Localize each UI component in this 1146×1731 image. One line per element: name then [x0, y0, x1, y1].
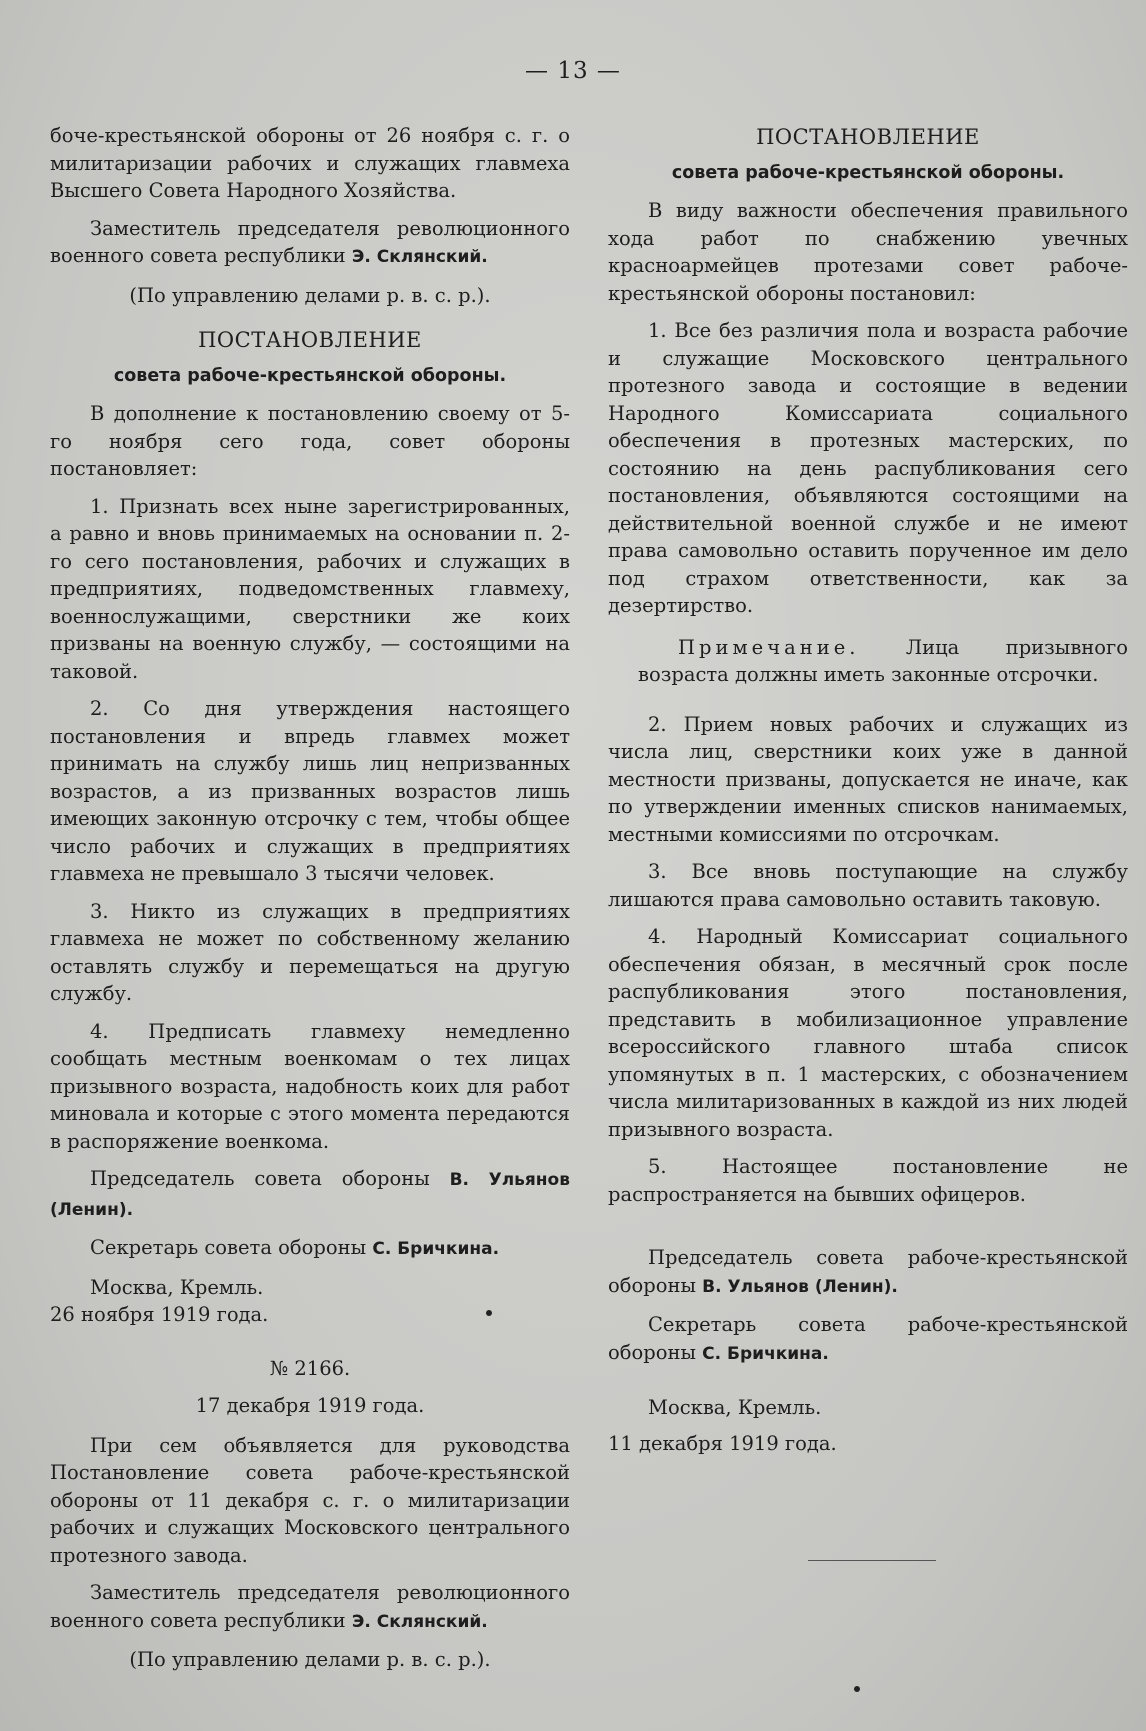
- paragraph: 4. Предписать главмеху немедленно сообщать местным военкомам о тех лицах призывного возраста, надобность коих для работ миновала и которые с этого момента передаются в распоряжение военкома.: [50, 1019, 570, 1153]
- signature-line: [50, 1234, 570, 1264]
- signature-name: В. Ульянов (Ленин).: [50, 1170, 570, 1220]
- office-note: (По управлению делами р. в. с. р.).: [129, 1648, 491, 1671]
- signature-name: Э. Склянский.: [351, 247, 488, 267]
- signature-line: [50, 1165, 570, 1224]
- order-number: № 2166.: [269, 1356, 351, 1380]
- order-date: 17 декабря 1919 года.: [195, 1394, 425, 1417]
- note-label: Примечание.: [678, 635, 860, 659]
- signature-name: С. Бричкина.: [372, 1239, 500, 1259]
- paragraph: 2. Прием новых рабочих и служащих из числа лиц, сверстники коих уже в данной местности призваны, допускается не иначе, как по утверждении именных списков нанимаемых, местными комиссиями по отсрочкам.: [608, 712, 1128, 846]
- right-column: [608, 124, 1128, 1467]
- decree-subtitle: совета рабоче-крестьянской обороны.: [671, 162, 1065, 183]
- signature-name: Э. Склянский.: [351, 1611, 488, 1632]
- signature-line: [608, 1311, 1128, 1368]
- paragraph: 1. Все без различия пола и возраста рабочие и служащие Московского центрального протезного завода и состоящие в ведении Народного Комиссариата социального обеспечения в протезных мастерских, по состоянию на день распубликования сего постановления, объявляются состоящими на действительной военной службе и не имеют права самовольно оставить порученное им дело под страхом ответственности, как за дезертирство.: [608, 319, 1128, 617]
- signature-name: С. Бричкина.: [702, 1343, 829, 1364]
- page-number: — 13 —: [525, 58, 621, 84]
- note: [608, 634, 1128, 689]
- note-text: Лица призывного возраста должны иметь законные отсрочки.: [638, 635, 1128, 686]
- paragraph: 3. Никто из служащих в предприятиях главмеха не может по собственному желанию оставлять службу и перемещаться на другую службу.: [50, 899, 570, 1005]
- paragraph: 3. Все вновь поступающие на службу лишаются права самовольно оставить таковую.: [608, 860, 1128, 911]
- ink-speck: [486, 1310, 492, 1316]
- signature-line: [50, 215, 570, 272]
- paragraph: В виду важности обеспечения правильного хода работ по снабжению увечных красноармейцев протезами совет рабоче-крестьянской обороны постановил:: [608, 199, 1128, 305]
- date: 11 декабря 1919 года.: [608, 1431, 837, 1455]
- signature-name: В. Ульянов (Ленин).: [702, 1276, 898, 1297]
- place: Москва, Кремль.: [90, 1275, 264, 1299]
- signature-title: Секретарь совета обороны: [90, 1236, 367, 1259]
- paragraph: 4. Народный Комиссариат социального обеспечения обязан, в месячный срок после распубликования этого постановления, представить в мобилизационное управление всероссийского главного штаба список упомянутых в п. 1 мастерских, с обозначением числа милитаризованных в каждой из них людей призывного возраста.: [608, 925, 1128, 1141]
- paragraph: 5. Настоящее постановление не распространяется на бывших офицеров.: [608, 1155, 1128, 1206]
- paragraph: В дополнение к постановлению своему от 5-го ноября сего года, совет обороны постановляет:: [50, 402, 570, 480]
- ink-speck: [854, 1686, 860, 1692]
- decree-title: ПОСТАНОВЛЕНИЕ: [198, 328, 422, 352]
- decree-subtitle: совета рабоче-крестьянской обороны.: [113, 365, 507, 386]
- signature-line: [608, 1244, 1128, 1301]
- signature-title: Секретарь совета рабоче-крестьянской обороны: [608, 1313, 1128, 1364]
- signature-title: Председатель совета обороны: [90, 1167, 430, 1190]
- paragraph: При сем объявляется для руководства Постановление совета рабоче-крестьянской обороны от 11 декабря с. г. о милитаризации рабочих и служащих Московского центрального протезного завода.: [50, 1433, 570, 1567]
- signature-title: Заместитель председателя революционного военного совета республики: [50, 1581, 570, 1632]
- date: 26 ноября 1919 года.: [50, 1303, 269, 1326]
- paragraph: 2. Со дня утверждения настоящего постановления и впредь главмех может принимать на службу лишь лиц непризванных возрастов, а из призванных возрастов лишь имеющих законную отсрочку с тем, чтобы общее число рабочих и служащих в предприятиях главмеха не превышало 3 тысячи человек.: [50, 697, 570, 885]
- office-note: (По управлению делами р. в. с. р.).: [129, 283, 491, 307]
- decree-title: ПОСТАНОВЛЕНИЕ: [756, 125, 980, 149]
- signature-title: Заместитель председателя революционного военного совета республики: [50, 216, 570, 267]
- signature-title: Председатель совета рабоче-крестьянской обороны: [608, 1246, 1128, 1297]
- closing-rule: [808, 1560, 936, 1561]
- left-column: [50, 122, 570, 1684]
- paragraph: 1. Признать всех ныне зарегистрированных, а равно и вновь принимаемых на основании п. 2-го сего постановления, рабочих и служащих в предприятиях, подведомственных главмеху, военнослужащими, сверстники же коих призваны на военную службу, — состоящими на таковой.: [50, 494, 570, 683]
- paragraph: боче-крестьянской обороны от 26 ноября с. г. о милитаризации рабочих и служащих главмеха Высшего Совета Народного Хозяйства.: [50, 124, 570, 202]
- place: Москва, Кремль.: [648, 1396, 822, 1419]
- signature-line: [50, 1579, 570, 1636]
